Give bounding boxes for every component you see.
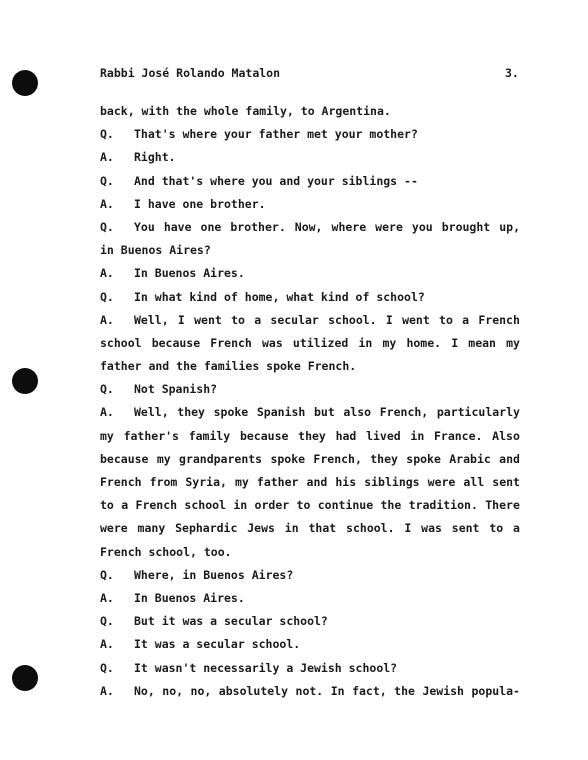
line-text: In Buenos Aires. [134, 590, 245, 605]
line-text: Not Spanish? [134, 382, 218, 397]
line-text: my father's family because they had lived in France. Also [100, 428, 520, 443]
line-text: It was a secular school. [134, 637, 301, 652]
transcript-line [100, 193, 520, 216]
line-text: Well, they spoke Spanish but also French, particularly [134, 405, 520, 420]
question-label: Q. [100, 219, 114, 234]
transcript-line [100, 216, 520, 239]
question-label: Q. [100, 382, 114, 397]
transcript-line [100, 170, 520, 193]
answer-label: A. [100, 312, 114, 327]
question-label: Q. [100, 660, 114, 675]
line-text: were many Sephardic Jews in that school. I was sent to a [100, 521, 520, 536]
transcript-line [100, 355, 520, 378]
question-label: Q. [100, 567, 114, 582]
line-text: It wasn't necessarily a Jewish school? [134, 660, 398, 675]
transcript-line [100, 286, 520, 309]
line-text: Well, I went to a secular school. I went to a French [134, 312, 520, 327]
transcript-body [100, 100, 520, 703]
line-text: Where, in Buenos Aires? [134, 567, 294, 582]
question-label: Q. [100, 173, 114, 188]
binder-hole-top [12, 70, 38, 96]
transcript-line [100, 494, 520, 517]
transcript-line [100, 680, 520, 703]
transcript-line [100, 332, 520, 355]
answer-label: A. [100, 150, 114, 165]
transcript-line [100, 262, 520, 285]
line-text: In what kind of home, what kind of school? [134, 289, 425, 304]
line-text: French school, too. [100, 544, 232, 559]
question-label: Q. [100, 614, 114, 629]
answer-label: A. [100, 683, 114, 698]
line-text: And that's where you and your siblings -- [134, 173, 418, 188]
transcript-line [100, 517, 520, 540]
binder-hole-middle [12, 368, 38, 394]
line-text: to a French school in order to continue the tradition. There [100, 498, 520, 513]
question-label: Q. [100, 289, 114, 304]
line-text: because my grandparents spoke French, they spoke Arabic and [100, 451, 520, 466]
answer-label: A. [100, 266, 114, 281]
answer-label: A. [100, 590, 114, 605]
transcript-line [100, 610, 520, 633]
binder-hole-bottom [12, 665, 38, 691]
transcript-line [100, 633, 520, 656]
transcript-line [100, 471, 520, 494]
transcript-line [100, 425, 520, 448]
line-text: That's where your father met your mother? [134, 127, 418, 142]
answer-label: A. [100, 637, 114, 652]
line-text: No, no, no, absolutely not. In fact, the Jewish popula- [134, 683, 520, 698]
transcript-line [100, 100, 520, 123]
transcript-line [100, 541, 520, 564]
transcript-line [100, 146, 520, 169]
line-text: school because French was utilized in my home. I mean my [100, 335, 520, 350]
answer-label: A. [100, 196, 114, 211]
line-text: Right. [134, 150, 176, 165]
line-text: But it was a secular school? [134, 614, 328, 629]
line-text: I have one brother. [134, 196, 266, 211]
transcript-line [100, 448, 520, 471]
transcript-line [100, 564, 520, 587]
transcript-line [100, 401, 520, 424]
line-text: In Buenos Aires. [134, 266, 245, 281]
transcript-line [100, 378, 520, 401]
line-text: You have one brother. Now, where were you brought up, [134, 219, 520, 234]
transcript-line [100, 239, 520, 262]
line-text: father and the families spoke French. [100, 359, 357, 374]
question-label: Q. [100, 127, 114, 142]
line-text: French from Syria, my father and his siblings were all sent [100, 475, 520, 489]
page-number: 3. [505, 66, 519, 80]
transcript-line [100, 657, 520, 680]
transcript-line [100, 309, 520, 332]
line-text: back, with the whole family, to Argentina. [100, 104, 391, 118]
page-header-name: Rabbi José Rolando Matalon [100, 66, 281, 80]
transcript-line [100, 123, 520, 146]
line-text: in Buenos Aires? [100, 243, 211, 258]
transcript-line [100, 587, 520, 610]
answer-label: A. [100, 405, 114, 420]
